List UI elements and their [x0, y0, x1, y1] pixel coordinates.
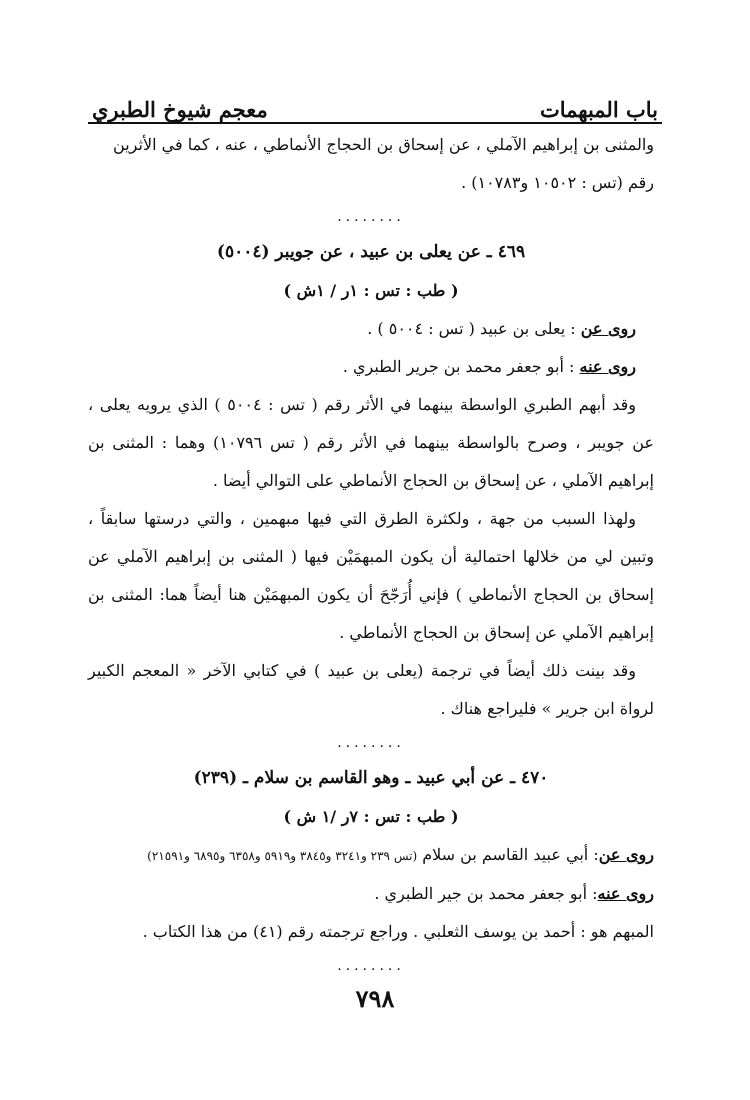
entry-470-reference: ( طب : تس : ٧ر /١ ش )	[283, 807, 459, 826]
rawa-anhu-text: : أبو جعفر محمد بن جرير الطبري .	[342, 357, 580, 376]
entry-470-rawa-anhu	[88, 875, 654, 913]
rawa-an-text: : يعلى بن عبيد ( تس : ٥٠٠٤ ) .	[367, 319, 581, 338]
book-title: معجم شيوخ الطبري	[92, 97, 268, 122]
rawa-an-refs: (تس ٢٣٩ و٣٢٤١ و٣٨٤٥ و٥٩١٩ و٦٣٥٨ و٦٨٩٥ و٢١٥٩١)	[147, 849, 418, 863]
entry-469-title: ٤٦٩ ـ عن يعلى بن عبيد ، عن جويبر (٥٠٠٤)	[216, 242, 526, 262]
running-header	[92, 82, 658, 122]
entry-470-mubham: المبهم هو : أحمد بن يوسف الثعلبي . وراجع ترجمته رقم (٤١) من هذا الكتاب .	[142, 922, 654, 941]
entry-469-paragraph-2: ولهذا السبب من جهة ، ولكثرة الطرق التي فيها مبهمين ، والتي درستها سابقاً ، وتبين لي من خلالها احتمالية أن يكون المبهمَيْن فيها ( المثنى بن إبراهيم الآملي عن إسحاق بن الحجاج الأنماطي ) فإني أُرَجّحَ أن يكون المبهمَيْن هنا أيضاً هما: المثنى بن إبراهيم الآملي عن إسحاق بن الحجاج الأنماطي .	[88, 509, 654, 642]
entry-469-paragraph-1: وقد أبهم الطبري الواسطة بينهما في الأثر رقم ( تس : ٥٠٠٤ ) الذي يرويه يعلى ، عن جويبر ، وصرح بالواسطة بينهما في الأثر رقم ( تس ١٠٧٩٦) وهما : المثنى بن إبراهيم الآملي ، عن إسحاق بن الحجاج الأنماطي على التوالي أيضا .	[88, 395, 655, 490]
rawa-an-label: روى عن	[580, 319, 636, 338]
rawa-an-text: : أبي عبيد القاسم بن سلام	[417, 845, 599, 864]
separator-1: ........	[337, 209, 405, 225]
header-divider	[88, 122, 662, 124]
rawa-anhu-text: : أبو جعفر محمد بن جير الطبري .	[374, 884, 598, 903]
separator-2: ........	[337, 735, 405, 751]
page-number: ٧٩٨	[355, 984, 395, 1013]
rawa-an-label: روى عن	[598, 845, 654, 864]
intro-line-1: والمثنى بن إبراهيم الآملي ، عن إسحاق بن الحجاج الأنماطي ، عنه ، كما في الأثرين	[113, 135, 654, 154]
entry-470-rawa-an	[88, 836, 654, 875]
entry-469-rawa-anhu	[88, 348, 654, 386]
rawa-anhu-label: روى عنه	[579, 357, 636, 376]
intro-line-2: رقم (تس : ١٠٥٠٢ و١٠٧٨٣) .	[461, 173, 654, 192]
entry-469-paragraph-3: وقد بينت ذلك أيضاً في ترجمة (يعلى بن عبيد ) في كتابي الآخر « المعجم الكبير لرواة ابن جرير » فليراجع هناك .	[88, 661, 654, 718]
entry-469-rawa-an	[88, 310, 654, 348]
separator-3: ........	[337, 958, 405, 974]
entry-469-reference: ( طب : تس : ١ر / ١ش )	[283, 281, 459, 300]
page-body	[88, 126, 654, 981]
chapter-title: باب المبهمات	[539, 97, 658, 122]
rawa-anhu-label: روى عنه	[597, 884, 654, 903]
entry-470-title: ٤٧٠ ـ عن أبي عبيد ـ وهو القاسم بن سلام ـ (٢٣٩)	[193, 768, 549, 788]
